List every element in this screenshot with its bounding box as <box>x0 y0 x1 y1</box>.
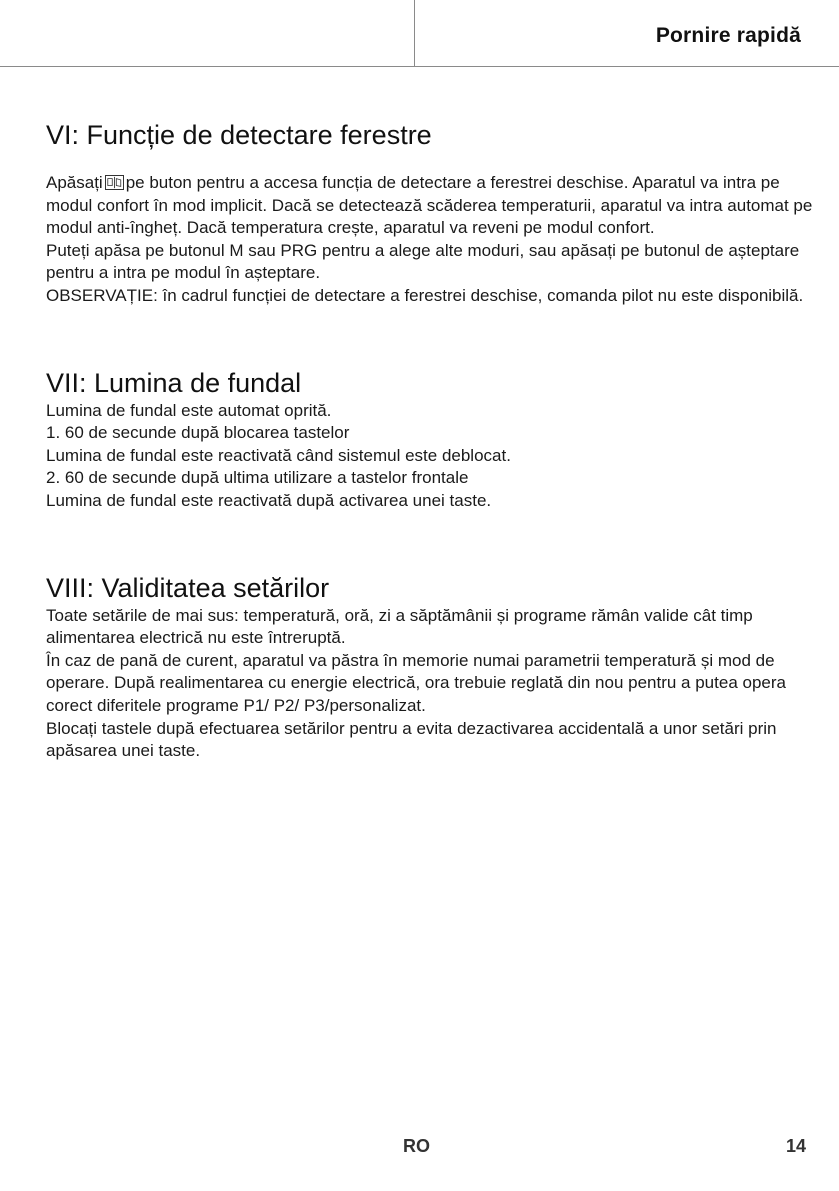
page-number: 14 <box>785 1136 806 1156</box>
paragraph: Puteți apăsa pe butonul M sau PRG pentru a alege alte moduri, sau apăsați pe butonul de așteptare pentru a intra pe modul în așteptare. <box>46 240 800 283</box>
section-settings-validity <box>46 571 826 763</box>
paragraph: 2. 60 de secunde după ultima utilizare a tastelor frontale <box>46 468 469 488</box>
paragraph: În caz de pană de curent, aparatul va păstra în memorie numai parametrii temperatură și mod de operare. După realimentarea cu energie electrică, ora trebuie reglată din nou pentru a putea opera corect diferitele programe P1/ P2/ P3/personalizat. <box>46 650 786 715</box>
paragraph-text: pe buton pentru a accesa funcția de detectare a ferestrei deschise. Aparatul va intra pe modul confort în mod implicit. Dacă se detectează scăderea temperaturii, aparatul va intra automat pe modul anti-îngheț. Dacă temperatura crește, aparatul va reveni pe modul confort. <box>46 173 813 238</box>
paragraph: Blocați tastele după efectuarea setărilor pentru a evita dezactivarea accidentală a unor setări prin apăsarea unei taste. <box>46 718 777 761</box>
paragraph: Lumina de fundal este reactivată când sistemul este deblocat. <box>46 445 511 465</box>
header-divider <box>414 0 415 66</box>
header-rule <box>0 66 839 67</box>
section-backlight <box>46 366 826 513</box>
paragraph-text: Apăsați <box>46 173 103 192</box>
window-icon <box>105 175 124 190</box>
paragraph: OBSERVAȚIE: în cadrul funcției de detectare a ferestrei deschise, comanda pilot nu este disponibilă. <box>46 285 804 305</box>
section-heading: VIII: Validitatea setărilor <box>46 572 330 603</box>
paragraph: Toate setările de mai sus: temperatură, oră, zi a săptămânii și programe rămân valide cât timp alimentarea electrică nu este întreruptă. <box>46 605 753 648</box>
paragraph <box>46 172 826 240</box>
footer-language: RO <box>403 1136 430 1156</box>
page-content <box>46 118 826 763</box>
paragraph: Lumina de fundal este automat oprită. <box>46 400 332 420</box>
paragraph: 1. 60 de secunde după blocarea tastelor <box>46 423 350 443</box>
paragraph: Lumina de fundal este reactivată după activarea unei taste. <box>46 490 492 510</box>
section-heading: VII: Lumina de fundal <box>46 367 302 398</box>
section-heading: VI: Funcție de detectare ferestre <box>46 120 432 150</box>
page-header-title: Pornire rapidă <box>655 24 801 47</box>
section-window-detection <box>46 118 826 308</box>
